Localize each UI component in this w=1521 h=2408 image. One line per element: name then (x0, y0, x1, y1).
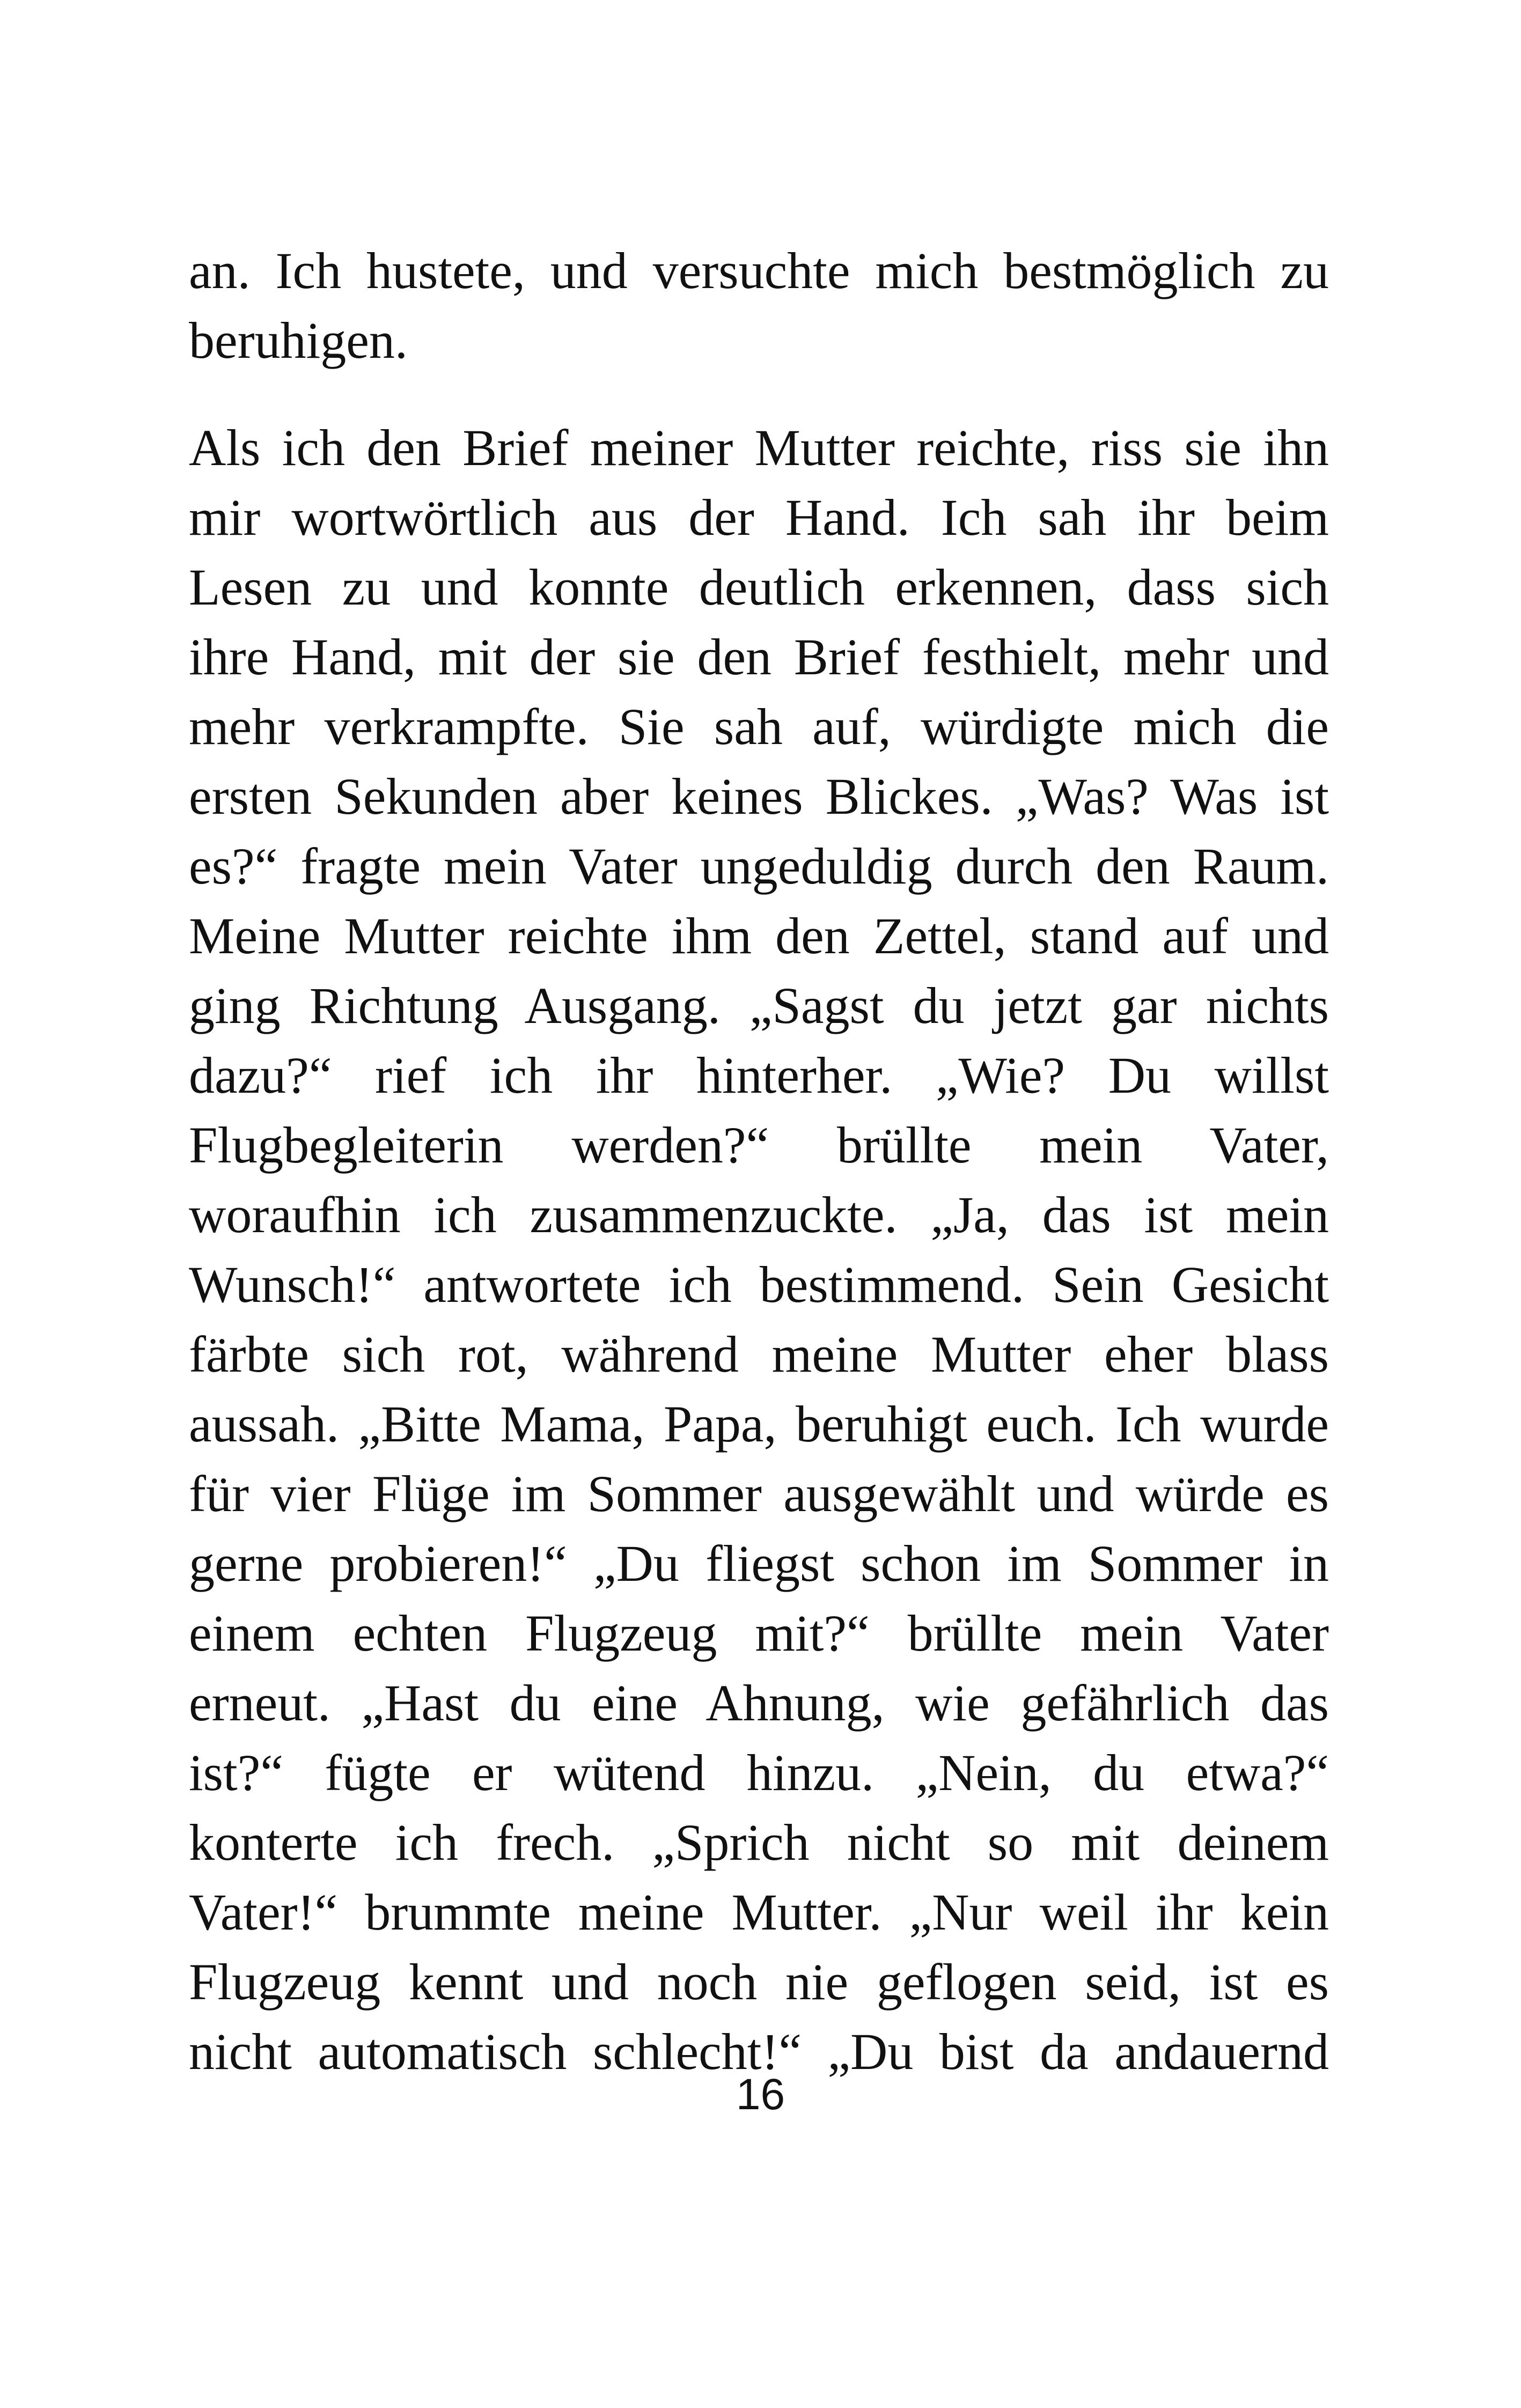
paragraph-gap (189, 375, 1329, 413)
text-line: aussah. „Bitte Mama, Papa, beruhigt euch. Ich wurde (189, 1395, 1329, 1453)
text-line: Meine Mutter reichte ihm den Zettel, stand auf und (189, 907, 1329, 964)
text-line: Als ich den Brief meiner Mutter reichte, riss sie ihn (189, 419, 1329, 476)
text-line: Wunsch!“ antwortete ich bestimmend. Sein Gesicht (189, 1256, 1329, 1313)
text-line: Flugbegleiterin werden?“ brüllte mein Vater, (189, 1116, 1329, 1174)
text-line: Flugzeug kennt und noch nie geflogen seid, ist es (189, 1953, 1329, 2011)
text-line: mir wortwörtlich aus der Hand. Ich sah ihr beim (189, 489, 1329, 546)
text-line: konterte ich frech. „Sprich nicht so mit deinem (189, 1814, 1329, 1871)
text-line: dazu?“ rief ich ihr hinterher. „Wie? Du willst (189, 1047, 1329, 1104)
text-line: erneut. „Hast du eine Ahnung, wie gefährlich das (189, 1674, 1329, 1732)
text-line: woraufhin ich zusammenzuckte. „Ja, das ist mein (189, 1186, 1329, 1243)
text-line: Lesen zu und konnte deutlich erkennen, dass sich (189, 558, 1329, 616)
page-number: 16 (736, 2070, 785, 2119)
text-line: gerne probieren!“ „Du fliegst schon im Sommer in (189, 1535, 1329, 1592)
text-line: nicht automatisch schlecht!“ „Du bist da andauernd (189, 2023, 1329, 2080)
text-line: ihre Hand, mit der sie den Brief festhielt, mehr und (189, 628, 1329, 686)
text-line: für vier Flüge im Sommer ausgewählt und würde es (189, 1465, 1329, 1522)
text-line: färbte sich rot, während meine Mutter eher blass (189, 1325, 1329, 1383)
text-line: mehr verkrampfte. Sie sah auf, würdigte mich die (189, 698, 1329, 755)
text-line: beruhigen. (189, 312, 408, 369)
text-line: es?“ fragte mein Vater ungeduldig durch den Raum. (189, 837, 1329, 895)
text-line: Vater!“ brummte meine Mutter. „Nur weil ihr kein (189, 1883, 1329, 1941)
text-line: ist?“ fügte er wütend hinzu. „Nein, du etwa?“ (189, 1744, 1329, 1801)
body-text (189, 236, 1329, 2087)
text-line: einem echten Flugzeug mit?“ brüllte mein Vater (189, 1604, 1329, 1662)
text-line: ging Richtung Ausgang. „Sagst du jetzt gar nichts (189, 977, 1329, 1034)
text-line: ersten Sekunden aber keines Blickes. „Was? Was ist (189, 768, 1329, 825)
text-line: an. Ich hustete, und versuchte mich bestmöglich zu (189, 242, 1329, 299)
